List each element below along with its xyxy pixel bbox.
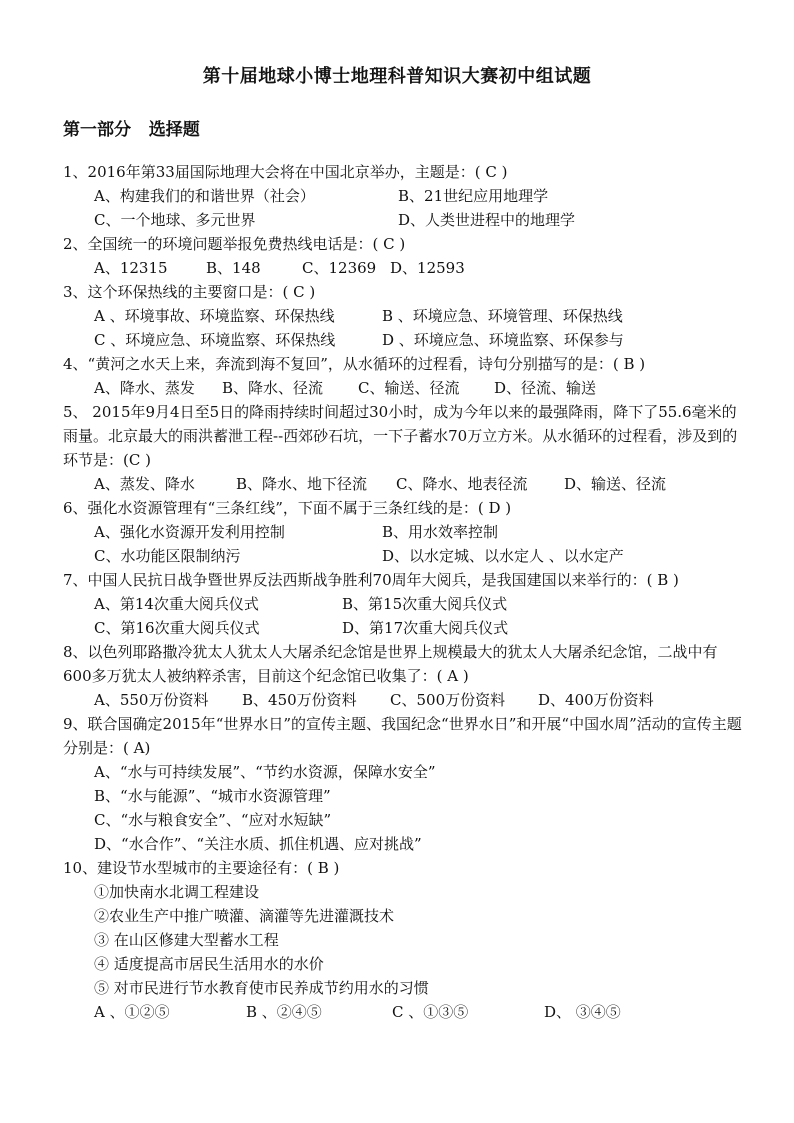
question-stem: 6、强化水资源管理有“三条红线”，下面不属于三条红线的是：( D ) (63, 499, 512, 517)
option-b: B、第15次重大阅兵仪式 (342, 595, 508, 613)
option-b: B、“水与能源”、“城市水资源管理” (94, 787, 331, 805)
options-row (63, 208, 743, 232)
question-7 (63, 568, 743, 640)
option-b: B、450万份资料 (242, 691, 357, 709)
option-d: D、径流、输送 (494, 379, 597, 397)
option-a: A、12315 (94, 259, 168, 277)
question-stem: 8、以色列耶路撒冷犹太人犹太人大屠杀纪念馆是世界上规模最大的犹太人大屠杀纪念馆，二战中有600多万犹太人被纳粹杀害，目前这个纪念馆已收集了：( A ) (63, 643, 718, 685)
question-stem: 4、“黄河之水天上来，奔流到海不复回”，从水循环的过程看，诗句分别描写的是：( B ) (63, 355, 646, 373)
statement-item: ④ 适度提高市居民生活用水的水价 (94, 955, 324, 973)
options-row (63, 304, 743, 328)
option-a: A、第14次重大阅兵仪式 (94, 595, 259, 613)
options-row (63, 376, 743, 400)
option-d: D 、环境应急、环境监察、环保参与 (382, 331, 624, 349)
section-heading: 第一部分 选择题 (63, 120, 200, 140)
question-stem: 10、建设节水型城市的主要途径有：( B ) (63, 859, 340, 877)
option-b: B、降水、径流 (222, 379, 324, 397)
options-row (63, 616, 743, 640)
option-d: D、第17次重大阅兵仪式 (342, 619, 509, 637)
options-row (63, 544, 743, 568)
option-c: C、水功能区限制纳污 (94, 547, 241, 565)
option-d: D、以水定城、以水定人 、以水定产 (382, 547, 624, 565)
option-a: A、强化水资源开发利用控制 (94, 523, 285, 541)
option-c: C、一个地球、多元世界 (94, 211, 256, 229)
question-3 (63, 280, 743, 352)
question-stem: 5、 2015年9月4日至5日的降雨持续时间超过30小时，成为今年以来的最强降雨，降下了55.6毫米的雨量。北京最大的雨洪蓄泄工程--西郊砂石坑，一下子蓄水70万立方米。从水循环的过程看，涉及到的环节是：(C ) (63, 403, 738, 469)
question-1 (63, 160, 743, 232)
option-d: D、400万份资料 (538, 691, 654, 709)
question-stem: 1、2016年第33届国际地理大会将在中国北京举办，主题是：( C ) (63, 163, 508, 181)
question-9 (63, 712, 743, 856)
options-row (63, 184, 743, 208)
question-4 (63, 352, 743, 400)
option-d: D、“水合作”、“关注水质、抓住机遇、应对挑战” (94, 835, 422, 853)
options-row (63, 520, 743, 544)
option-c: C 、环境应急、环境监察、环保热线 (94, 331, 336, 349)
statement-item: ①加快南水北调工程建设 (94, 883, 260, 901)
question-10 (63, 856, 743, 1024)
option-a: A、“水与可持续发展”、“节约水资源，保障水安全” (94, 763, 436, 781)
option-d: D、输送、径流 (564, 475, 667, 493)
option-c: C、500万份资料 (390, 691, 506, 709)
options-row (63, 1000, 743, 1024)
question-6 (63, 496, 743, 568)
options-row (63, 688, 743, 712)
option-b: B、148 (206, 259, 261, 277)
option-b: B、降水、地下径流 (236, 475, 368, 493)
option-c: C 、①③⑤ (392, 1003, 469, 1021)
option-b: B 、环境应急、环境管理、环保热线 (382, 307, 623, 325)
question-2 (63, 232, 743, 280)
page-title: 第十届地球小博士地理科普知识大赛初中组试题 (202, 66, 592, 87)
option-a: A、550万份资料 (94, 691, 209, 709)
option-a: A 、环境事故、环境监察、环保热线 (94, 307, 335, 325)
option-a: A 、①②⑤ (94, 1003, 170, 1021)
option-c: C、第16次重大阅兵仪式 (94, 619, 260, 637)
question-stem: 7、中国人民抗日战争暨世界反法西斯战争胜利70周年大阅兵，是我国建国以来举行的：( B ) (63, 571, 679, 589)
statement-item: ③ 在山区修建大型蓄水工程 (94, 931, 279, 949)
question-stem: 2、全国统一的环境问题举报免费热线电话是：( C ) (63, 235, 406, 253)
question-stem: 9、联合国确定2015年“世界水日”的宣传主题、我国纪念“世界水日”和开展“中国水周”活动的宣传主题分别是：( A) (63, 715, 742, 757)
options-row (63, 328, 743, 352)
options-row (63, 256, 743, 280)
option-d: D、人类世进程中的地理学 (398, 211, 576, 229)
question-8 (63, 640, 743, 712)
option-d: D、 ③④⑤ (544, 1003, 621, 1021)
question-5 (63, 400, 743, 496)
option-b: B 、②④⑤ (246, 1003, 322, 1021)
option-b: B、用水效率控制 (382, 523, 499, 541)
option-c: C、“水与粮食安全”、“应对水短缺” (94, 811, 332, 829)
option-c: C、降水、地表径流 (396, 475, 528, 493)
option-a: A、降水、蒸发 (94, 379, 195, 397)
option-a: A、蒸发、降水 (94, 475, 195, 493)
option-c: C、12369 (302, 259, 377, 277)
statement-item: ②农业生产中推广喷灌、滴灌等先进灌溉技术 (94, 907, 395, 925)
statement-item: ⑤ 对市民进行节水教育使市民养成节约用水的习惯 (94, 979, 429, 997)
option-a: A、构建我们的和谐世界（社会） (94, 187, 315, 205)
options-row (63, 592, 743, 616)
options-row (63, 472, 743, 496)
option-b: B、21世纪应用地理学 (398, 187, 549, 205)
option-d: D、12593 (390, 259, 465, 277)
question-stem: 3、这个环保热线的主要窗口是：( C ) (63, 283, 316, 301)
option-c: C、输送、径流 (358, 379, 460, 397)
